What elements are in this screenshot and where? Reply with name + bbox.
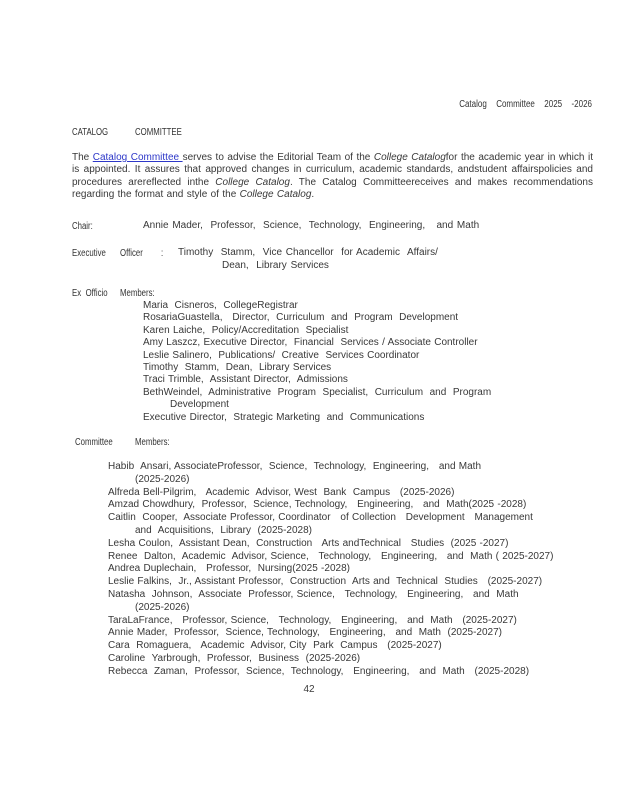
executive-officer-line-1: Timothy Stamm, Vice Chancellor for Academic Affairs/ (178, 247, 438, 258)
committee-member-line: Renee Dalton, Academic Advisor, Science, Technology, Engineering, and Math ( 2025-2027) (108, 550, 554, 562)
executive-label-word-1: Executive (72, 248, 106, 259)
committee-member-line: Caitlin Cooper, Associate Professor, Coordinator of Collection Development Management (108, 512, 533, 524)
committee-member-line: TaraLaFrance, Professor, Science, Technology, Engineering, and Math (2025-2027) (108, 614, 517, 626)
ex-officio-label-word-1: Ex Officio (72, 288, 108, 299)
ex-officio-member-line: Leslie Salinero, Publications/ Creative Services Coordinator (143, 349, 420, 361)
executive-officer-row (0, 247, 618, 273)
running-header-text: Catalog Committee 2025 -2026 (459, 99, 592, 110)
intro-text-3: for the academic year in which it is appointed. It assures that approved changes in curriculum, academic standards, andstudent affairspolicies and procedures arereflected inthe (72, 152, 593, 188)
ex-officio-member-line: Development (170, 399, 229, 411)
intro-text-2: serves to advise the Editorial Team of the (182, 152, 374, 163)
ex-officio-member-line: Karen Laiche, Policy/Accreditation Specialist (143, 324, 349, 336)
chair-value: Annie Mader, Professor, Science, Technology, Engineering, and Math (143, 220, 480, 231)
committee-member-line: Natasha Johnson, Associate Professor, Science, Technology, Engineering, and Math (108, 588, 519, 600)
committee-member-line: Andrea Duplechain, Professor, Nursing(2025 -2028) (108, 563, 350, 575)
ex-officio-members-label (0, 288, 618, 300)
ex-officio-member-line: BethWeindel, Administrative Program Specialist, Curriculum and Program (143, 386, 492, 398)
college-catalog-italic-2: College Catalog (215, 176, 290, 188)
running-header (426, 99, 592, 110)
page-title-word-2: COMMITTEE (135, 127, 182, 138)
committee-member-list (108, 461, 608, 679)
intro-text-1: The (72, 152, 93, 163)
committee-members-label (0, 437, 618, 449)
chair-label: Chair: (72, 221, 93, 232)
committee-member-line: Amzad Chowdhury, Professor, Science, Technology, Engineering, and Math(2025 -2028) (108, 499, 527, 511)
executive-label-colon: : (161, 248, 164, 259)
page-number: 42 (303, 684, 315, 695)
committee-member-line: Rebecca Zaman, Professor, Science, Technology, Engineering, and Math (2025-2028) (108, 665, 530, 677)
ex-officio-member-line: Maria Cisneros, CollegeRegistrar (143, 300, 298, 311)
ex-officio-member-line: Executive Director, Strategic Marketing and Communications (143, 411, 425, 423)
catalog-committee-link[interactable]: Catalog Committee (92, 152, 183, 163)
ex-officio-member-line: Amy Laszcz, Executive Director, Financial Services / Associate Controller (143, 337, 478, 349)
ex-officio-member-line: RosariaGuastella, Director, Curriculum and Program Development (143, 312, 459, 324)
chair-row (0, 220, 618, 233)
committee-member-line: Lesha Coulon, Assistant Dean, Construction Arts andTechnical Studies (2025 -2027) (108, 537, 509, 549)
ex-officio-member-line: Traci Trimble, Assistant Director, Admissions (143, 374, 348, 386)
committee-label-word-2: Members: (135, 437, 170, 448)
committee-member-line: (2025-2026) (135, 601, 190, 613)
committee-member-line: and Acquisitions, Library (2025-2028) (135, 524, 312, 536)
committee-member-line: Leslie Falkins, Jr., Assistant Professor, Construction Arts and Technical Studies (2025-2027) (108, 576, 543, 588)
committee-label-word-1: Committee (75, 437, 113, 448)
ex-officio-member-list (143, 300, 603, 424)
committee-member-line: Habib Ansari, AssociateProfessor, Science, Technology, Engineering, and Math (108, 461, 482, 472)
executive-label-word-2: Officer (120, 248, 143, 259)
intro-paragraph (72, 152, 593, 202)
college-catalog-italic-3: College Catalog (239, 189, 312, 201)
page-title (0, 127, 618, 139)
committee-member-line: (2025-2026) (135, 473, 190, 485)
college-catalog-italic-1: College Catalog (373, 152, 446, 163)
committee-member-line: Alfreda Bell-Pilgrim, Academic Advisor, West Bank Campus (2025-2026) (108, 486, 455, 498)
ex-officio-member-line: Timothy Stamm, Dean, Library Services (143, 362, 332, 374)
committee-member-line: Caroline Yarbrough, Professor, Business (2025-2026) (108, 652, 361, 664)
executive-officer-line-2: Dean, Library Services (222, 260, 329, 271)
ex-officio-label-word-2: Members: (120, 288, 155, 299)
intro-text-4: . The Catalog Committeereceives and makes recommendations regarding the format and style of the (72, 176, 593, 201)
committee-member-line: Annie Mader, Professor, Science, Technology, Engineering, and Math (2025-2027) (108, 627, 502, 639)
page-title-word-1: CATALOG (72, 127, 109, 138)
committee-member-line: Cara Romaguera, Academic Advisor, City Park Campus (2025-2027) (108, 640, 442, 652)
intro-text-5: . (311, 189, 315, 201)
